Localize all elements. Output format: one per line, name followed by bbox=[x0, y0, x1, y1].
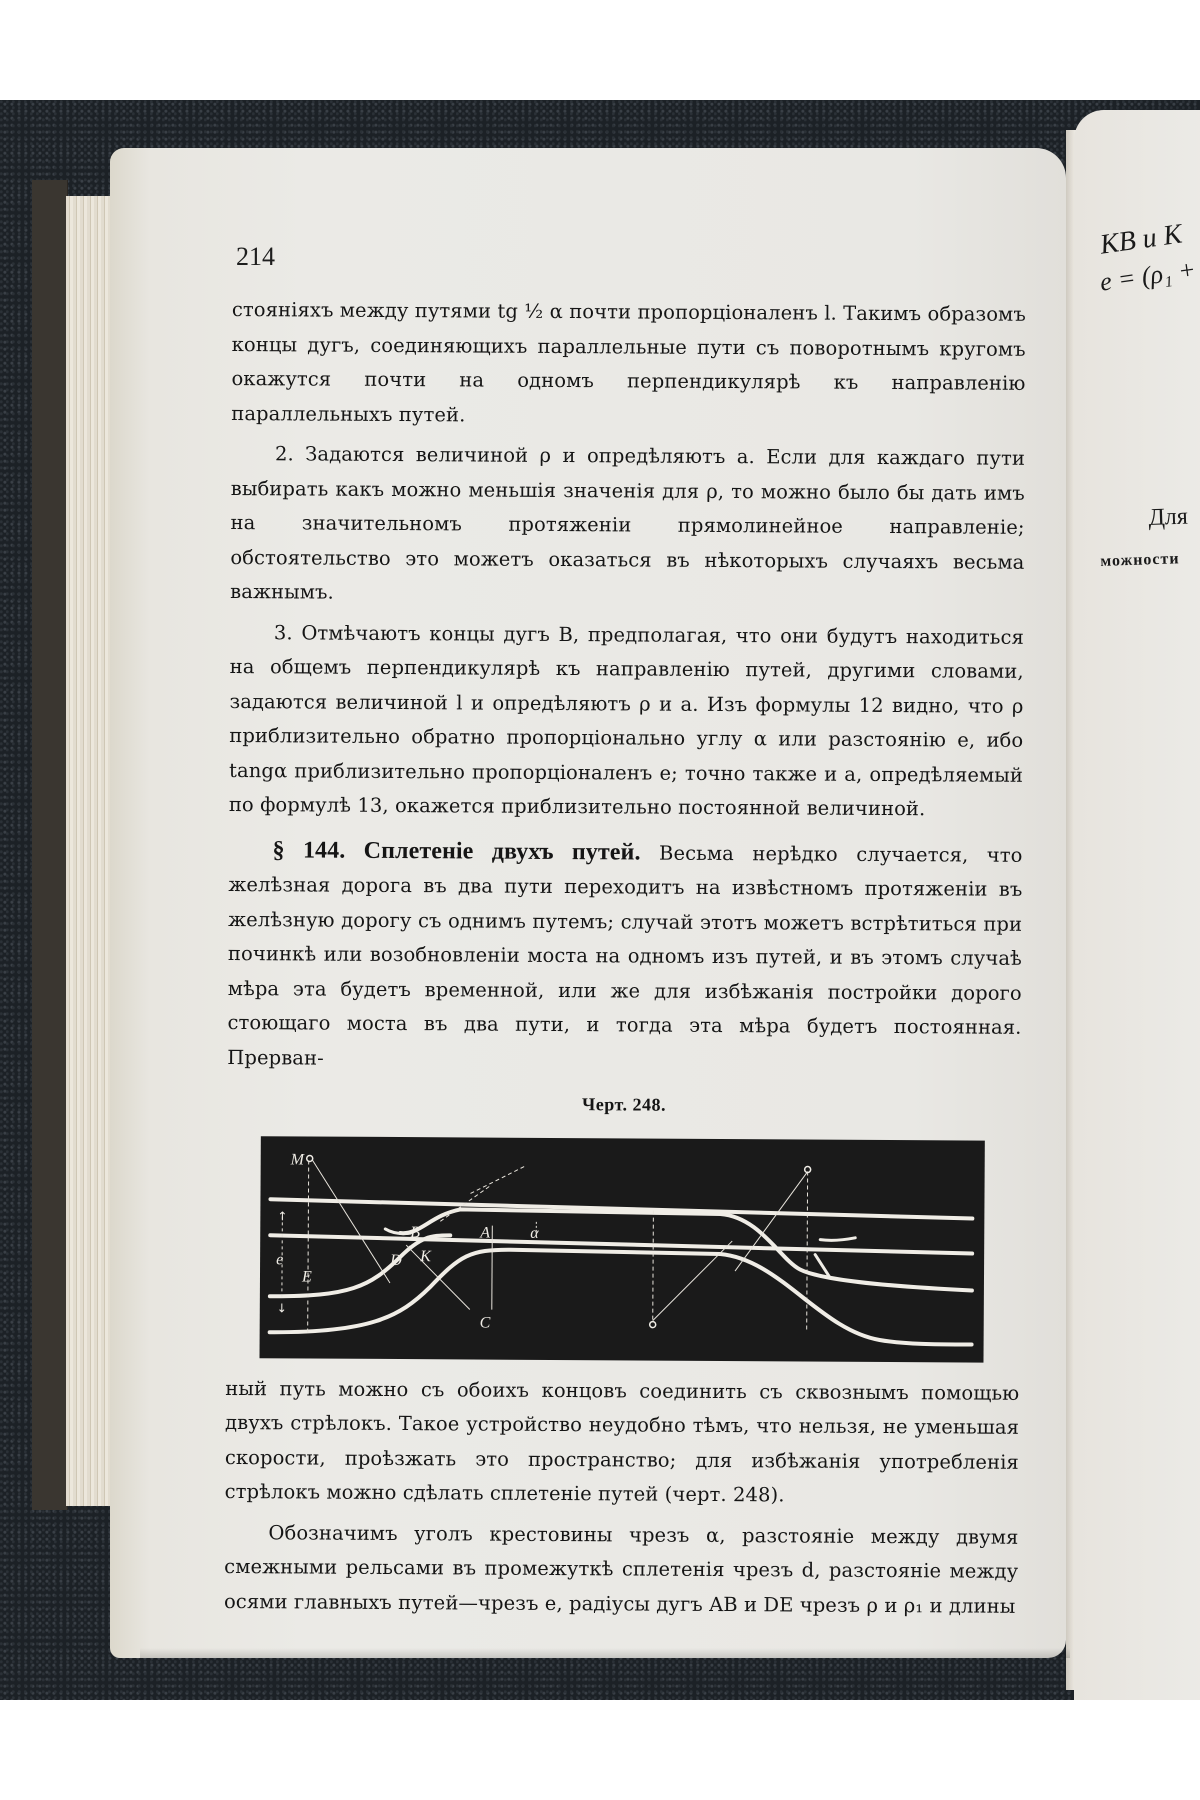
right-page-fragment: KB и K bbox=[1098, 218, 1184, 261]
label-D: D bbox=[390, 1251, 402, 1269]
section-text: Весьма нерѣдко случается, что желѣзная дорога въ два пути переходитъ на извѣстномъ протяженіи въ желѣзную дорогу съ однимъ путемъ; случай этотъ можетъ встрѣтиться при починкѣ или возобновленіи моста на одномъ изъ путей, и въ этомъ случаѣ мѣра эта будетъ временной, или же для избѣжанія постройки дорого стоющаго моста въ два пути, и тогда эта мѣра будетъ постоянная. Прерван- bbox=[227, 841, 1023, 1070]
paragraph-item-2: 2. Задаются величиной ρ и опредѣляютъ a. Если для каждаго пути выбирать какъ можно меньшія значенія для ρ, то можно было бы дать имъ на значительномъ протяженіи прямолинейное направленіе; обстоятельство это можетъ оказаться въ нѣкоторыхъ случаяхъ весьма важнымъ. bbox=[230, 442, 1026, 604]
section-title: § 144. Сплетеніе двухъ путей. bbox=[272, 836, 641, 866]
paragraph-notation: Обозначимъ уголъ крестовины чрезъ α, разстояніе между двумя смежными рельсами въ промежуткѣ сплетенія чрезъ d, разстояніе между осями главныхъ путей—чрезъ e, радіусы дугъ AB и DE чрезъ ρ и ρ₁ и длины bbox=[223, 1520, 1019, 1618]
right-page bbox=[1074, 110, 1200, 1700]
right-page-fragment: можности bbox=[1100, 550, 1180, 570]
label-K: K bbox=[420, 1247, 431, 1265]
label-B: B bbox=[410, 1223, 421, 1241]
arrow-down-icon: ↓ bbox=[276, 1300, 288, 1315]
track-interlacing-diagram bbox=[259, 1136, 984, 1362]
page-body bbox=[224, 293, 1026, 1630]
paragraph-item-3: 3. Отмѣчаютъ концы дугъ B, предполагая, что они будутъ находиться на общемъ перпендикулярѣ къ направленію путей, другими словами, задаются величиной l и опредѣляютъ ρ и a. Изъ формулы 12 видно, что ρ приблизительно обратно пропорціонально углу α или разстоянію e, ибо tangα приблизительно пропорціоналенъ e; точно также и a, опредѣляемый по формулѣ 13, окажется приблизительно постоянной величиной. bbox=[228, 620, 1024, 821]
page-bottom-shadow bbox=[140, 1648, 1070, 1658]
paragraph-continuation: стояніяхъ между путями tg ½ α почти пропорціоналенъ l. Такимъ образомъ концы дугъ, соединяющихъ параллельные пути съ поворотнымъ кругомъ окажутся почти на одномъ перпендикулярѣ къ направленію параллельныхъ путей. bbox=[231, 297, 1026, 426]
label-A: A bbox=[480, 1224, 491, 1242]
right-page-fragment: Для bbox=[1148, 503, 1189, 531]
book-spine bbox=[32, 180, 68, 1510]
label-M: M bbox=[290, 1150, 305, 1168]
label-E: E bbox=[301, 1267, 312, 1286]
label-e: e bbox=[276, 1250, 284, 1268]
page-number: 214 bbox=[236, 242, 275, 271]
figure-caption: Черт. 248. bbox=[582, 1094, 667, 1115]
label-C: C bbox=[479, 1314, 491, 1332]
section-text-continued: ный путь можно съ обоихъ концовъ соединить съ сквознымъ помощью двухъ стрѣлокъ. Такое устройство неудобно тѣмъ, что нельзя, не уменьшая скорости, проѣзжать это пространство; для избѣжанія употребленія стрѣлокъ можно сдѣлать сплетеніе путей (черт. 248). bbox=[224, 1376, 1020, 1507]
label-alpha: α bbox=[530, 1224, 539, 1242]
diagram-svg bbox=[259, 1136, 984, 1362]
section-144-intro bbox=[227, 832, 1022, 1079]
arrow-up-icon: ↑ bbox=[277, 1208, 288, 1223]
right-page-formula: e = (ρ₁ + bbox=[1098, 254, 1198, 297]
